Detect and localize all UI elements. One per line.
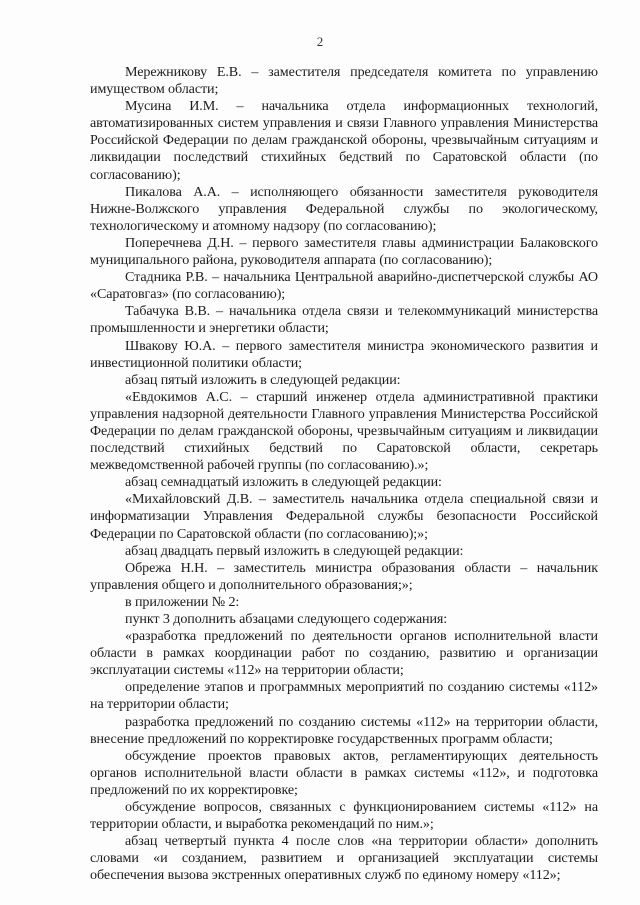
paragraph: абзац семнадцатый изложить в следующей редакции:	[125, 474, 442, 491]
paragraph: «разработка предложений по деятельности органов исполнительной власти области в рамках координации работ по созданию, развитию и организации эксплуатации системы «112» на территории области;	[90, 628, 598, 679]
paragraph: Обрежа Н.Н. – заместитель министра образования области – начальник управления общего и дополнительного образования;»;	[90, 559, 598, 593]
paragraph: абзац двадцать первый изложить в следующей редакции:	[125, 542, 464, 559]
paragraph: «Евдокимов А.С. – старший инженер отдела административной практики управления надзорной деятельности Главного управления Министерства Российской Федерации по делам гражданской обороны, чрезвычайным ситуациям и ликвидации последствий стихийных бедствий по Саратовской области, секретарь межведомственной рабочей группы (по согласованию).»;	[90, 388, 598, 474]
paragraph: Швакову Ю.А. – первого заместителя министра экономического развития и инвестиционной политики области;	[90, 337, 598, 371]
paragraph: Поперечнева Д.Н. – первого заместителя главы администрации Балаковского муниципального района, руководителя аппарата (по согласованию);	[90, 234, 598, 269]
paragraph: абзац четвертый пункта 4 после слов «на территории области» дополнить словами «и созданием, развитием и организацией эксплуатации системы обеспечения вызова экстренных оперативных служб по единому номеру «112»;	[90, 833, 598, 884]
paragraph: Мусина И.М. – начальника отдела информационных технологий, автоматизированных систем управления и связи Главного управления Министерства Российской Федерации по делам гражданской обороны, чрезвычайным ситуациям и ликвидации последствий стихийных бедствий по Саратовской области (по согласованию);	[90, 98, 598, 183]
paragraph: разработка предложений по созданию системы «112» на территории области, внесение предложений по корректировке государственных программ области;	[90, 713, 598, 747]
paragraph: обсуждение проектов правовых актов, регламентирующих деятельность органов исполнительной власти области в рамках системы «112», и подготовка предложений по их корректировке;	[90, 747, 598, 798]
paragraph: определение этапов и программных мероприятий по созданию системы «112» на территории области;	[90, 679, 598, 713]
document-body	[90, 64, 598, 885]
paragraph: Пикалова А.А. – исполняющего обязанности заместителя руководителя Нижне-Волжского управления Федеральной службы по экологическому, технологическому и атомному надзору (по согласованию);	[90, 183, 598, 234]
paragraph: абзац пятый изложить в следующей редакции:	[125, 371, 401, 388]
paragraph: «Михайловский Д.В. – заместитель начальника отдела специальной связи и информатизации Управления Федеральной службы безопасности Российской Федерации по Саратовской области (по согласованию);»;	[90, 491, 598, 542]
paragraph: пункт 3 дополнить абзацами следующего содержания:	[125, 611, 448, 627]
paragraph: в приложении № 2:	[125, 593, 240, 610]
page-number: 2	[316, 34, 324, 49]
paragraph: Табачука В.В. – начальника отдела связи и телекоммуникаций министерства промышленности и энергетики области;	[90, 303, 598, 337]
paragraph: обсуждение вопросов, связанных с функционированием системы «112» на территории области, и выработка рекомендаций по ним.»;	[90, 799, 598, 833]
paragraph: Мережникову Е.В. – заместителя председателя комитета по управлению имуществом области;	[90, 64, 598, 98]
paragraph: Стадника Р.В. – начальника Центральной аварийно-диспетчерской службы АО «Саратовгаз» (по согласованию);	[90, 269, 598, 303]
